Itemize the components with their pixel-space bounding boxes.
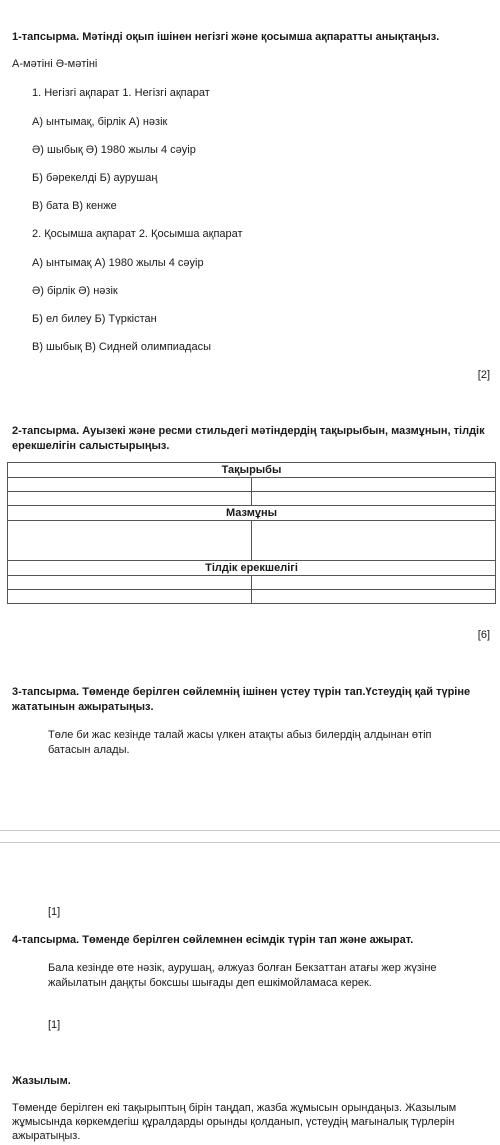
table-cell[interactable]: [252, 590, 496, 604]
table-cell[interactable]: [8, 576, 252, 590]
table-cell[interactable]: [252, 521, 496, 561]
task4-score: [1]: [48, 1019, 61, 1031]
task1-line-10: В) шыбық В) Сидней олимпиадасы: [32, 341, 211, 353]
task4-sentence: Бала кезінде өте нәзік, аурушаң, әлжуаз болған Бекзаттан атағы жер жүзіне жайылатын даңқты боксшы шығады деп ешкімойламаса керек.: [48, 962, 437, 989]
table-header-language-features: Тілдік ерекшелігі: [8, 561, 496, 576]
table-cell[interactable]: [252, 576, 496, 590]
task3-sentence: Төле би жас кезінде талай жасы үлкен атақты абыз билердің алдынан өтіп батасын алады.: [48, 729, 432, 756]
task1-texts-header: А-мәтіні Ә-мәтіні: [12, 58, 98, 70]
task1-title: 1-тапсырма. Мәтінді оқып ішінен негізгі және қосымша ақпаратты анықтаңыз.: [12, 31, 440, 43]
section-divider: [0, 842, 500, 843]
task1-line-1: 1. Негізгі ақпарат 1. Негізгі ақпарат: [32, 87, 210, 99]
table-cell[interactable]: [252, 478, 496, 492]
task4-title: 4-тапсырма. Төменде берілген сөйлемнен есімдік түрін тап және ажырат.: [12, 934, 414, 946]
task2-title: 2-тапсырма. Ауызекі және ресми стильдегі мәтіндердің тақырыбын, мазмұнын, тілдік ерекшелігін салыстырыңыз.: [12, 425, 485, 452]
table-header-topic: Тақырыбы: [8, 463, 496, 478]
writing-text: Төменде берілген екі тақырыптың бірін таңдап, жазба жұмысын орындаңыз. Жазылым жұмысында көркемдегіш құралдарды орынды қолданып, үстеудің мағыналық түрлерін ажыратыңыз.: [12, 1102, 457, 1142]
task1-line-4: Б) бәрекелді Б) аурушаң: [32, 172, 158, 184]
table-cell[interactable]: [8, 590, 252, 604]
writing-title: Жазылым.: [12, 1075, 71, 1087]
table-cell[interactable]: [252, 492, 496, 506]
table-cell[interactable]: [8, 478, 252, 492]
table-cell[interactable]: [8, 521, 252, 561]
task1-line-3: Ә) шыбық Ә) 1980 жылы 4 сәуір: [32, 144, 196, 156]
table-cell[interactable]: [8, 492, 252, 506]
task1-score: [2]: [477, 369, 490, 381]
task2-score: [6]: [477, 629, 490, 641]
task1-line-5: В) бата В) кенже: [32, 200, 117, 212]
task1-line-8: Ә) бірлік Ә) нәзік: [32, 285, 118, 297]
task3-score: [1]: [48, 906, 61, 918]
task3-title: 3-тапсырма. Төменде берілген сөйлемнің ішінен үстеу түрін тап.Үстеудің қай түріне жататынын ажыратыңыз.: [12, 686, 471, 713]
table-header-content: Мазмұны: [8, 506, 496, 521]
task1-line-2: А) ынтымақ, бірлік А) нәзік: [32, 116, 168, 128]
task1-line-7: А) ынтымақ А) 1980 жылы 4 сәуір: [32, 257, 204, 269]
task1-line-6: 2. Қосымша ақпарат 2. Қосымша ақпарат: [32, 228, 243, 240]
task1-line-9: Б) ел билеу Б) Түркістан: [32, 313, 157, 325]
section-divider: [0, 830, 500, 831]
comparison-table: [7, 462, 496, 604]
